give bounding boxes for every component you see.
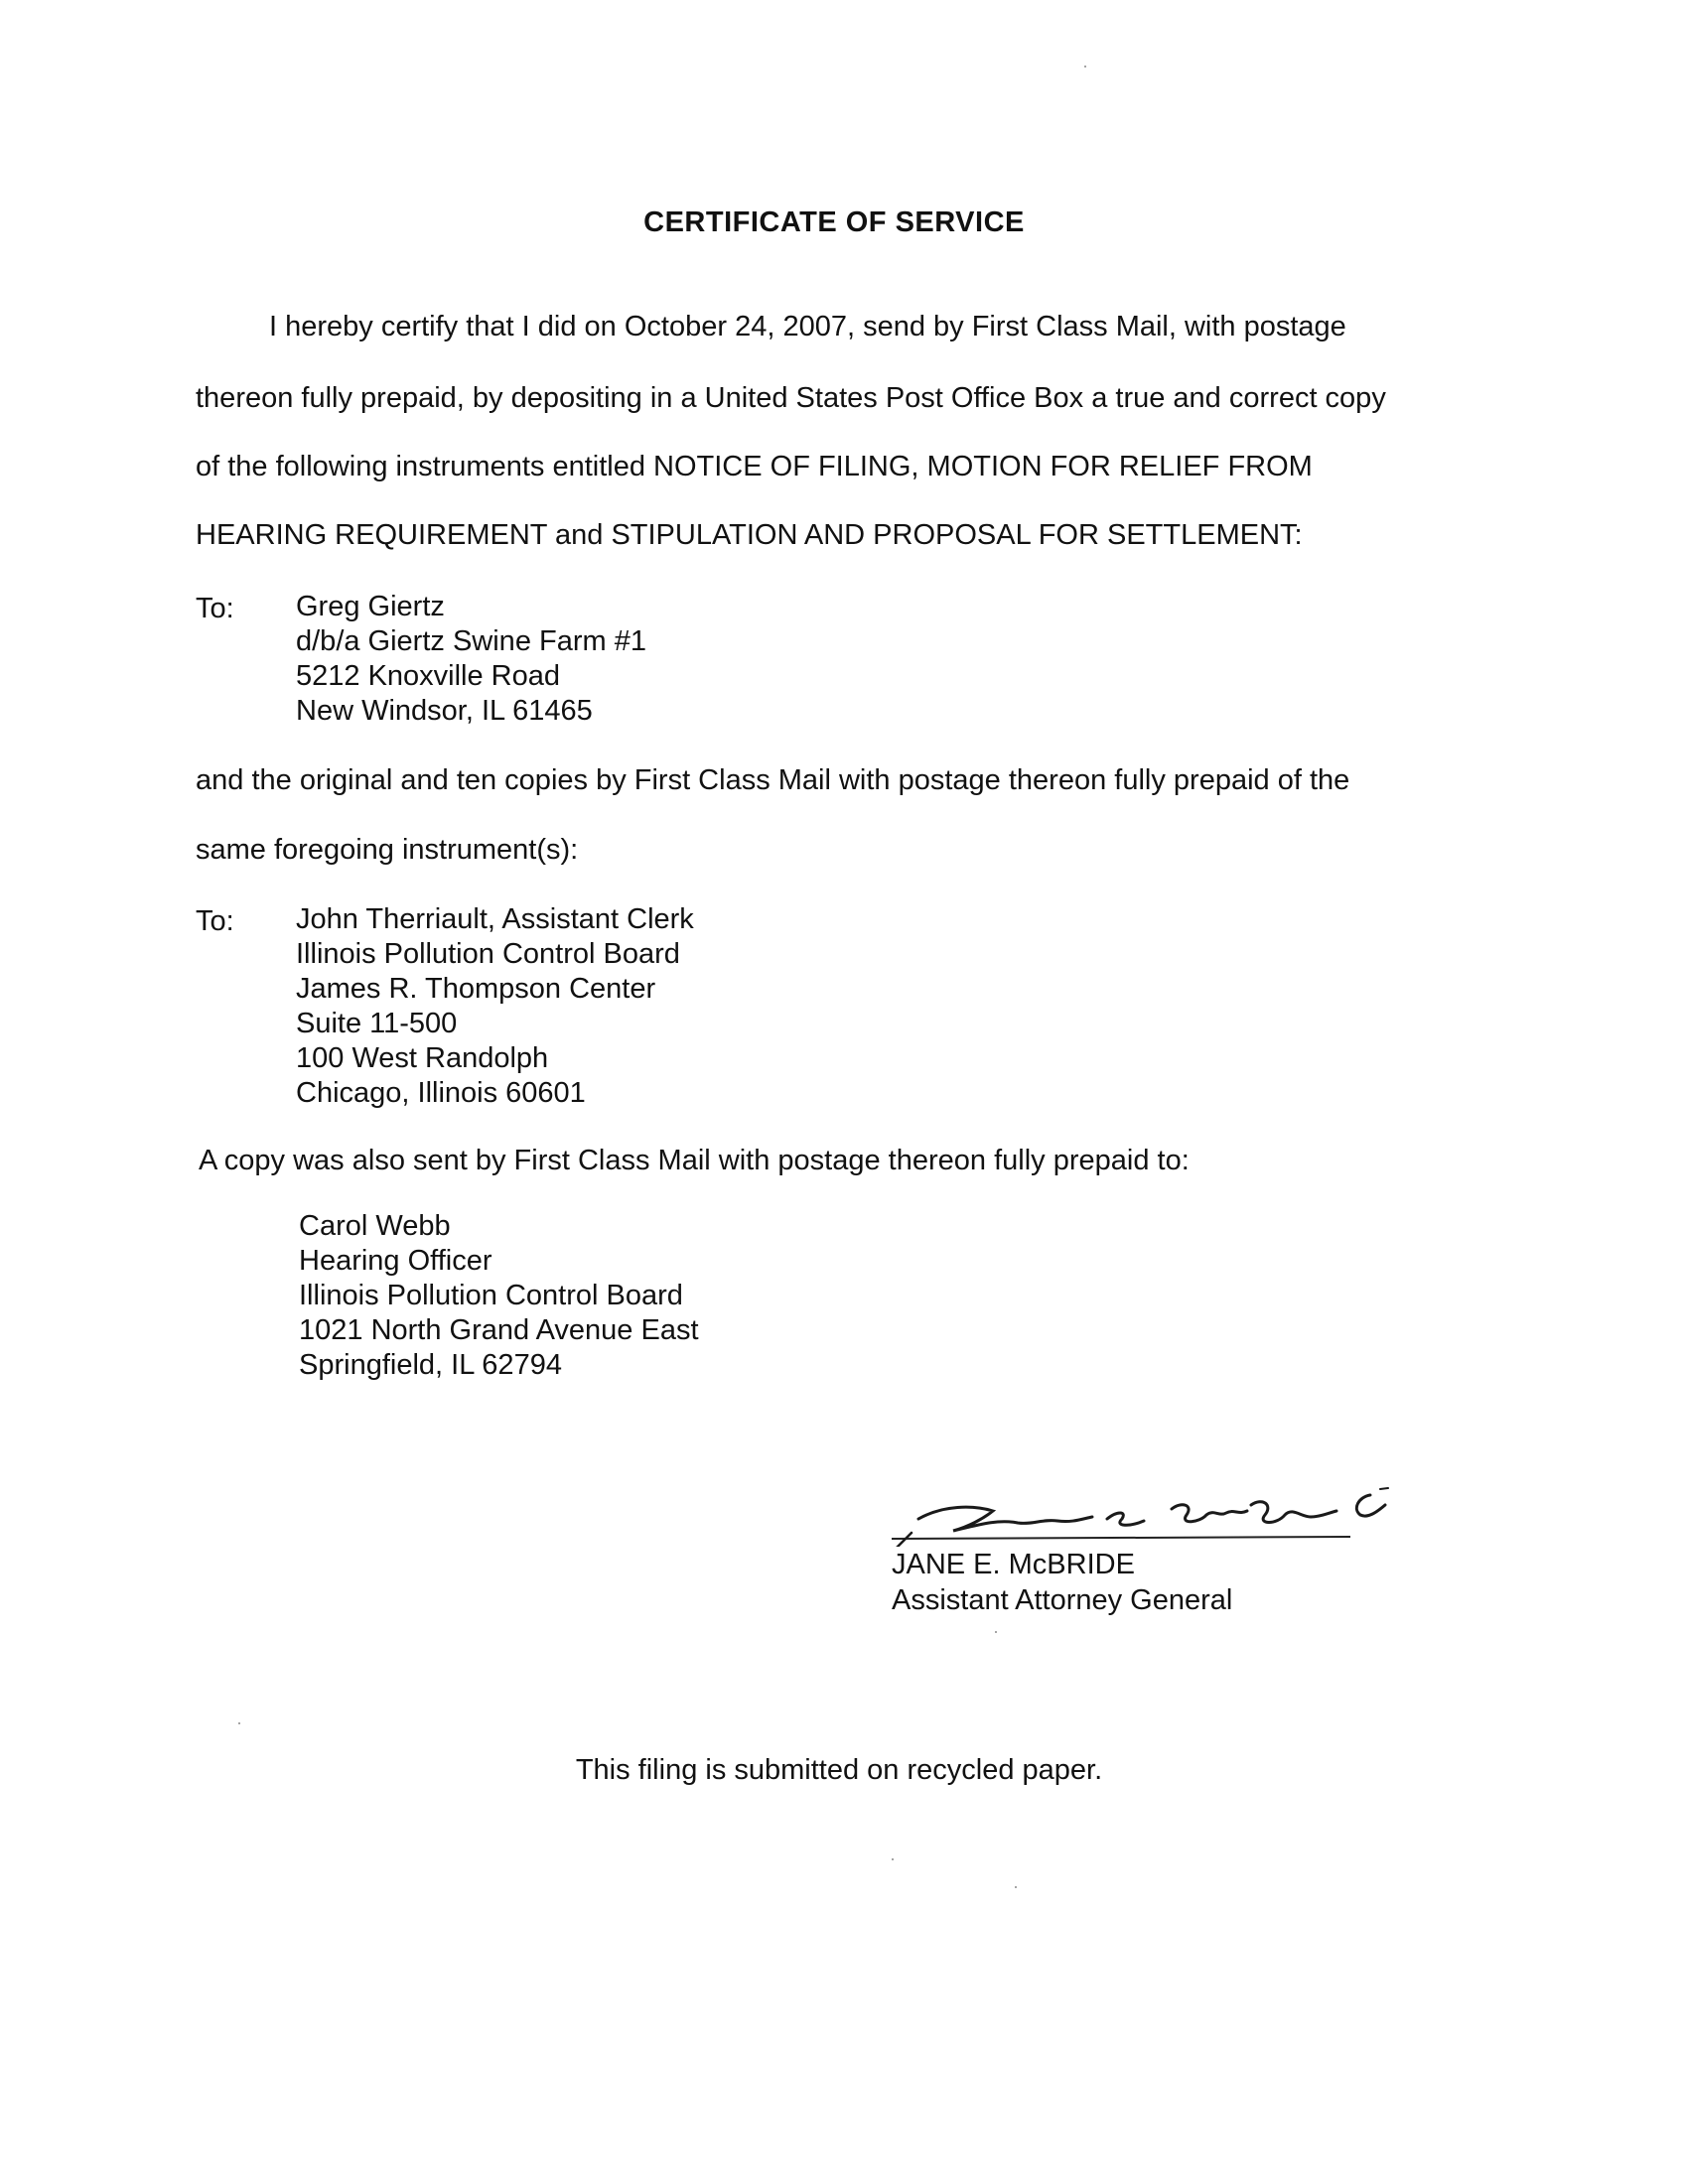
signature-block bbox=[884, 1475, 1440, 1634]
recipient2-address bbox=[296, 902, 694, 1111]
scan-speck bbox=[1084, 66, 1086, 68]
document-title: CERTIFICATE OF SERVICE bbox=[643, 206, 1025, 238]
recipient2-line5: 100 West Randolph bbox=[296, 1042, 549, 1074]
recipient1-line2: d/b/a Giertz Swine Farm #1 bbox=[296, 625, 646, 657]
recipient3-line2: Hearing Officer bbox=[299, 1245, 492, 1277]
paragraph1-line1: I hereby certify that I did on October 24, 2007, send by First Class Mail, with postage bbox=[269, 311, 1346, 342]
recipient1-line3: 5212 Knoxville Road bbox=[296, 660, 561, 692]
recycled-paper-note: This filing is submitted on recycled paper. bbox=[575, 1754, 1103, 1786]
recipient1-line1: Greg Giertz bbox=[296, 591, 445, 622]
scan-speck bbox=[238, 1722, 240, 1724]
scan-speck bbox=[892, 1858, 894, 1860]
scan-speck bbox=[1015, 1886, 1017, 1888]
scan-speck bbox=[995, 1631, 997, 1633]
signatory-name: JANE E. McBRIDE bbox=[892, 1549, 1135, 1580]
recipient3-line4: 1021 North Grand Avenue East bbox=[299, 1314, 699, 1346]
paragraph2-line1: and the original and ten copies by First Class Mail with postage thereon fully prepaid of the bbox=[196, 764, 1350, 796]
paragraph1-line2: thereon fully prepaid, by depositing in a United States Post Office Box a true and correct copy bbox=[196, 382, 1386, 414]
recipient2-line3: James R. Thompson Center bbox=[296, 973, 656, 1005]
signatory-title: Assistant Attorney General bbox=[892, 1584, 1233, 1616]
paragraph1-line4: HEARING REQUIREMENT and STIPULATION AND PROPOSAL FOR SETTLEMENT: bbox=[196, 519, 1303, 551]
recipient3-line1: Carol Webb bbox=[299, 1210, 451, 1242]
recipient1-address bbox=[296, 590, 646, 729]
recipient2-line1: John Therriault, Assistant Clerk bbox=[296, 903, 694, 935]
paragraph3: A copy was also sent by First Class Mail with postage thereon fully prepaid to: bbox=[199, 1145, 1190, 1176]
recipient2-line4: Suite 11-500 bbox=[296, 1008, 458, 1039]
recipient2-line2: Illinois Pollution Control Board bbox=[296, 938, 680, 970]
recipient3-line5: Springfield, IL 62794 bbox=[299, 1349, 562, 1381]
recipient1-line4: New Windsor, IL 61465 bbox=[296, 695, 593, 727]
recipient1-label: To: bbox=[196, 593, 234, 624]
paragraph2-line2: same foregoing instrument(s): bbox=[196, 834, 579, 866]
recipient3-line3: Illinois Pollution Control Board bbox=[299, 1280, 683, 1311]
recipient3-address bbox=[299, 1209, 699, 1383]
handwritten-signature-image bbox=[884, 1475, 1440, 1547]
recipient2-label: To: bbox=[196, 905, 234, 937]
recipient2-line6: Chicago, Illinois 60601 bbox=[296, 1077, 586, 1109]
paragraph1-line3: of the following instruments entitled NOTICE OF FILING, MOTION FOR RELIEF FROM bbox=[196, 451, 1313, 482]
